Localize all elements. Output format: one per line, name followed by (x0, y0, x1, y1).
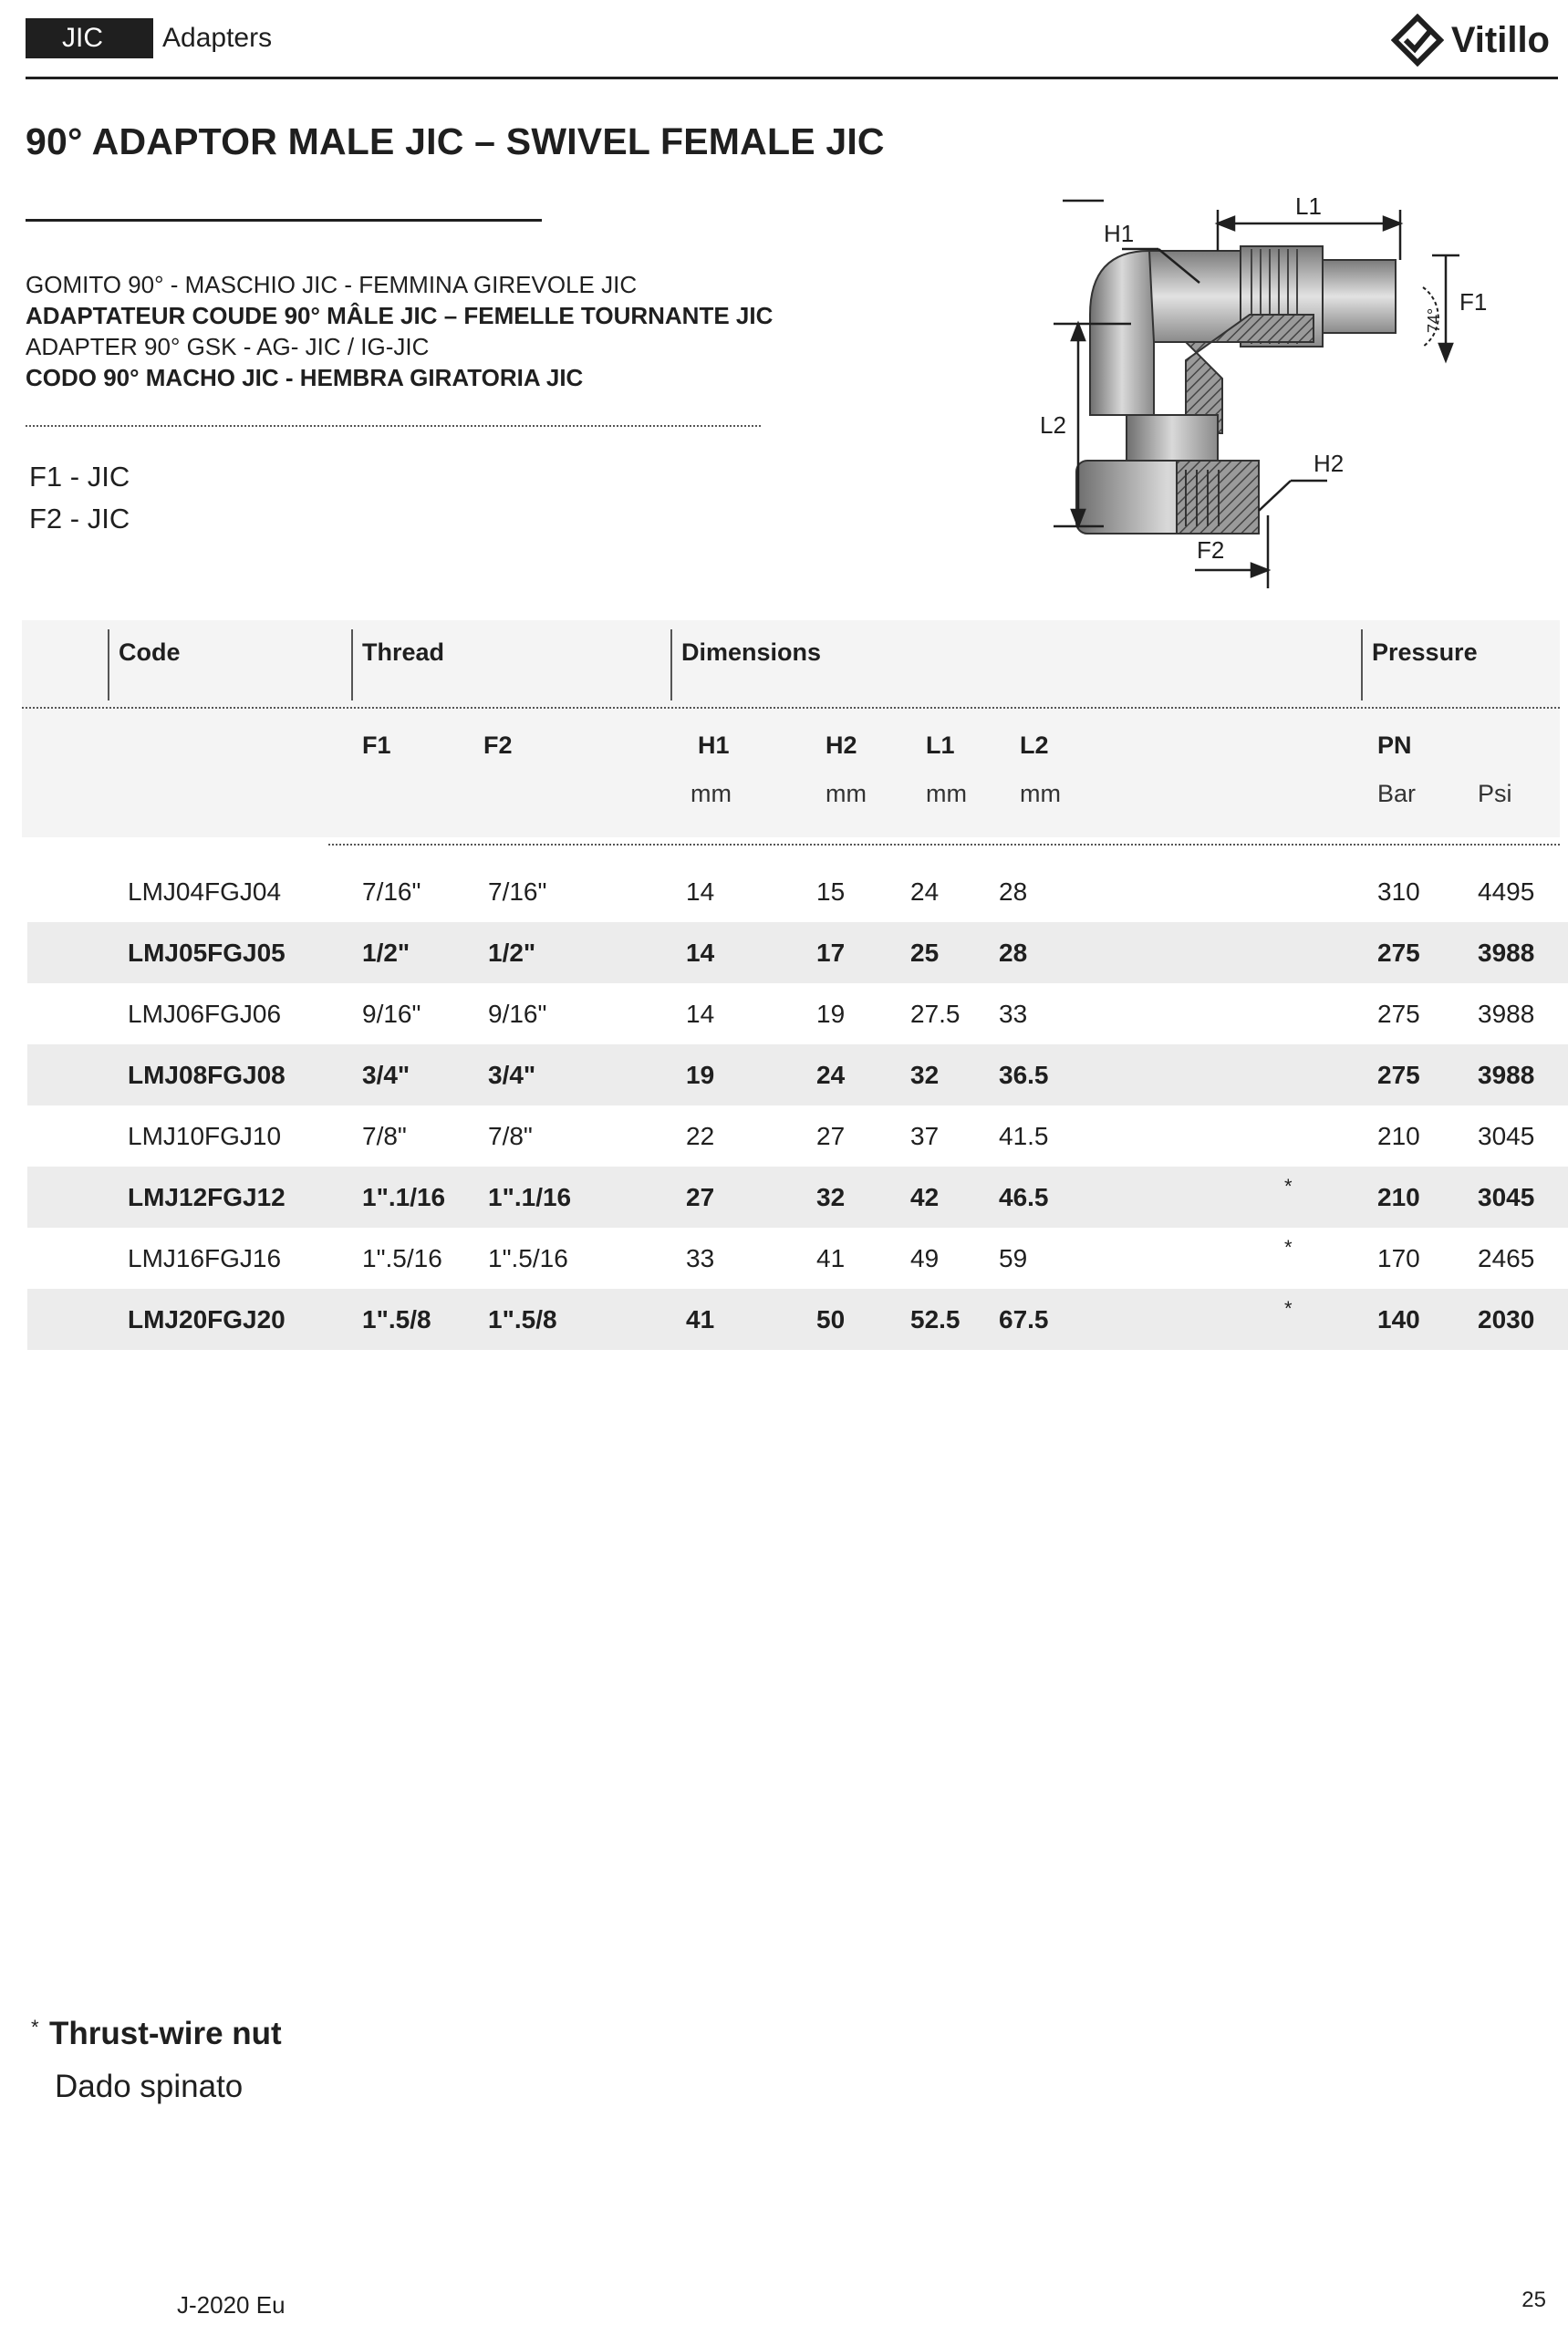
footnote-title: Thrust-wire nut (49, 2016, 282, 2051)
column-header-pn: PN (1377, 732, 1412, 759)
cell-code: LMJ04FGJ04 (128, 877, 282, 906)
unit-h1: mm (691, 780, 732, 807)
cell-h2: 17 (816, 939, 846, 967)
cell-f1: 1/2" (362, 939, 410, 967)
unit-l2: mm (1020, 780, 1061, 807)
cell-f2: 1".5/16 (488, 1244, 568, 1272)
page-number: 25 (1521, 2288, 1546, 2312)
cell-h2: 19 (816, 1000, 846, 1028)
cell-code: LMJ16FGJ16 (128, 1244, 282, 1272)
cell-psi: 3045 (1478, 1122, 1535, 1150)
cell-l2: 41.5 (999, 1122, 1049, 1150)
cell-l1: 25 (910, 939, 940, 967)
column-header-f2: F2 (483, 732, 513, 759)
cell-l2: 46.5 (999, 1183, 1049, 1211)
cell-l2: 28 (999, 877, 1028, 906)
cell-psi: 2465 (1478, 1244, 1535, 1272)
diagram-label-l2: L2 (1040, 411, 1066, 439)
cell-code: LMJ08FGJ08 (128, 1061, 286, 1089)
cell-l1: 52.5 (910, 1305, 961, 1334)
cell-f2: 7/8" (488, 1122, 533, 1150)
unit-bar: Bar (1377, 780, 1417, 807)
cell-psi: 3988 (1478, 1061, 1535, 1089)
cell-psi: 4495 (1478, 877, 1535, 906)
cell-h1: 19 (686, 1061, 715, 1089)
cell-bar: 275 (1377, 1061, 1420, 1089)
cell-mark: * (1284, 1297, 1293, 1320)
column-header-l1: L1 (926, 732, 955, 759)
cell-code: LMJ06FGJ06 (128, 1000, 282, 1028)
cell-f1: 3/4" (362, 1061, 410, 1089)
body-dotted-divider (328, 844, 1560, 846)
column-group-dimensions: Dimensions (681, 638, 822, 666)
cell-f1: 9/16" (362, 1000, 421, 1028)
cell-l1: 49 (910, 1244, 940, 1272)
diagram-label-l1: L1 (1295, 192, 1322, 220)
cell-bar: 210 (1377, 1183, 1420, 1211)
name-french: ADAPTATEUR COUDE 90° MÂLE JIC – FEMELLE TOURNANTE JIC (26, 302, 774, 329)
cell-psi: 3045 (1478, 1183, 1535, 1211)
cell-h1: 14 (686, 1000, 715, 1028)
cell-h1: 22 (686, 1122, 715, 1150)
header-divider-pressure (1361, 629, 1363, 700)
unit-h2: mm (826, 780, 867, 807)
footnote-marker: * (31, 2016, 39, 2039)
name-german: ADAPTER 90° GSK - AG- JIC / IG-JIC (26, 333, 430, 360)
table-row (27, 1228, 1568, 1289)
cell-psi: 2030 (1478, 1305, 1535, 1334)
cell-bar: 310 (1377, 877, 1420, 906)
cell-l1: 42 (910, 1183, 940, 1211)
cell-mark: * (1284, 1175, 1293, 1198)
footnote-subtitle: Dado spinato (55, 2069, 244, 2104)
cell-l1: 37 (910, 1122, 940, 1150)
cell-bar: 210 (1377, 1122, 1420, 1150)
footer-edition: J-2020 Eu (177, 2291, 286, 2319)
dotted-divider (26, 425, 761, 427)
cell-bar: 140 (1377, 1305, 1420, 1334)
cell-mark: * (1284, 1236, 1293, 1259)
cell-h1: 27 (686, 1183, 715, 1211)
column-header-h2: H2 (826, 732, 857, 759)
cell-h2: 32 (816, 1183, 846, 1211)
table-row (27, 1167, 1568, 1228)
page-title: 90° ADAPTOR MALE JIC – SWIVEL FEMALE JIC (26, 120, 885, 162)
brand-logo (1391, 13, 1550, 67)
table-row (27, 983, 1568, 1044)
diagram-label-f2: F2 (1197, 536, 1225, 564)
cell-f1: 7/16" (362, 877, 421, 906)
cell-h1: 14 (686, 877, 715, 906)
cell-bar: 170 (1377, 1244, 1420, 1272)
name-italian: GOMITO 90° - MASCHIO JIC - FEMMINA GIREVOLE JIC (26, 271, 638, 298)
category-tag: JIC (26, 18, 153, 58)
cell-f2: 3/4" (488, 1061, 536, 1089)
cell-code: LMJ10FGJ10 (128, 1122, 282, 1150)
header-divider-thread (351, 629, 353, 700)
column-group-pressure: Pressure (1372, 638, 1478, 666)
cell-f1: 1".1/16 (362, 1183, 446, 1211)
thread-type-f2: F2 - JIC (29, 503, 130, 534)
thread-type-f1: F1 - JIC (29, 461, 130, 493)
column-header-h1: H1 (698, 732, 730, 759)
cell-f2: 1/2" (488, 939, 536, 967)
cell-f1: 1".5/8 (362, 1305, 431, 1334)
column-group-thread: Thread (362, 638, 445, 666)
header-divider (26, 77, 1558, 79)
cell-bar: 275 (1377, 939, 1420, 967)
cell-code: LMJ05FGJ05 (128, 939, 286, 967)
cell-f2: 1".1/16 (488, 1183, 572, 1211)
cell-h1: 14 (686, 939, 715, 967)
vitillo-logo-icon (1391, 14, 1444, 67)
cell-h2: 41 (816, 1244, 846, 1272)
table-row (27, 922, 1568, 983)
cell-h2: 27 (816, 1122, 846, 1150)
cell-l1: 24 (910, 877, 940, 906)
table-row (27, 1105, 1568, 1167)
unit-l1: mm (926, 780, 967, 807)
unit-psi: Psi (1478, 780, 1512, 807)
cell-l2: 59 (999, 1244, 1028, 1272)
cell-l2: 33 (999, 1000, 1028, 1028)
table-row (27, 1044, 1568, 1105)
cell-h2: 50 (816, 1305, 846, 1334)
cell-code: LMJ20FGJ20 (128, 1305, 286, 1334)
cell-psi: 3988 (1478, 939, 1535, 967)
title-underline (26, 219, 542, 222)
cell-f1: 7/8" (362, 1122, 407, 1150)
cell-f1: 1".5/16 (362, 1244, 442, 1272)
diagram-label-h1: H1 (1104, 220, 1135, 247)
name-spanish: CODO 90° MACHO JIC - HEMBRA GIRATORIA JIC (26, 364, 584, 391)
fitting-diagram (1040, 187, 1514, 597)
translated-names (26, 269, 773, 393)
cell-h1: 41 (686, 1305, 715, 1334)
table-row (27, 1289, 1568, 1350)
thread-types (29, 456, 130, 540)
cell-l1: 32 (910, 1061, 940, 1089)
column-group-code: Code (119, 638, 181, 666)
cell-h1: 33 (686, 1244, 715, 1272)
column-header-f1: F1 (362, 732, 391, 759)
cell-code: LMJ12FGJ12 (128, 1183, 286, 1211)
cell-h2: 24 (816, 1061, 846, 1089)
cell-l2: 28 (999, 939, 1028, 967)
cell-l2: 36.5 (999, 1061, 1049, 1089)
brand-name: Vitillo (1450, 19, 1550, 60)
column-header-l2: L2 (1020, 732, 1049, 759)
cell-l2: 67.5 (999, 1305, 1049, 1334)
diagram-label-h2: H2 (1314, 450, 1345, 477)
diagram-label-angle: 74° (1425, 307, 1443, 333)
cell-h2: 15 (816, 877, 846, 906)
cell-psi: 3988 (1478, 1000, 1535, 1028)
header-divider-code (108, 629, 109, 700)
diagram-label-f1: F1 (1459, 288, 1488, 316)
header-dotted-divider (22, 707, 1560, 709)
table-row (27, 861, 1568, 922)
cell-bar: 275 (1377, 1000, 1420, 1028)
section-title: Adapters (162, 23, 273, 53)
cell-l1: 27.5 (910, 1000, 961, 1028)
header-divider-dimensions (670, 629, 672, 700)
cell-f2: 9/16" (488, 1000, 547, 1028)
cell-f2: 7/16" (488, 877, 547, 906)
cell-f2: 1".5/8 (488, 1305, 557, 1334)
